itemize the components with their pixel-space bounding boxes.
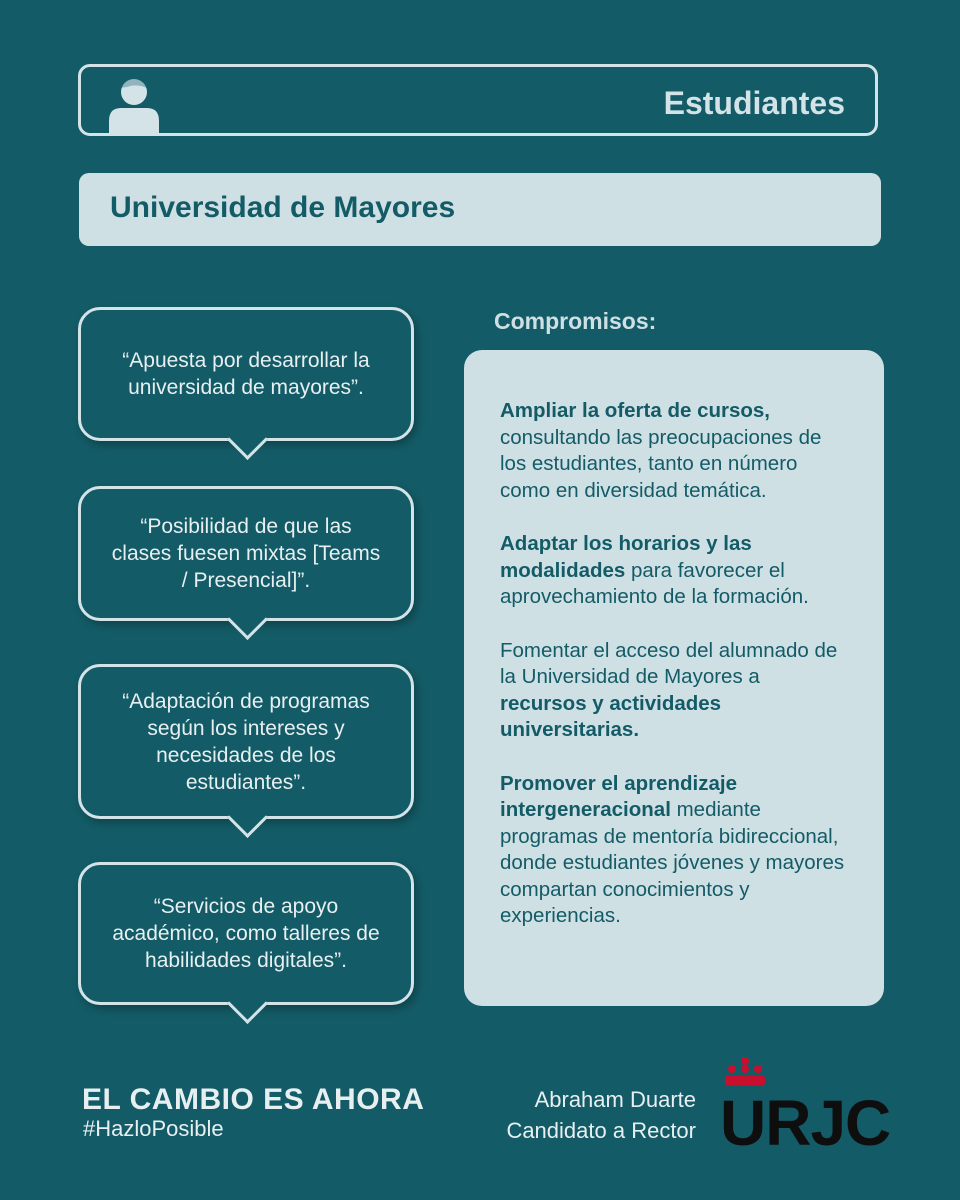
commitments-heading: Compromisos: (494, 308, 657, 334)
commitment-bold: recursos y actividades universitarias. (500, 691, 722, 741)
commitments-panel (464, 350, 884, 1006)
candidate-role: Candidato a Rector (506, 1118, 696, 1143)
subtitle-banner (79, 173, 881, 246)
quote-text: “Servicios de apoyo académico, como talleres de habilidades digitales”. (112, 895, 380, 972)
section-header (78, 64, 878, 136)
commitment-text: mediante programas de mentoría bidireccional, donde estudiantes jóvenes y mayores compartan conocimientos y experiencias. (500, 798, 845, 927)
commitment-bold: Promover el aprendizaje intergeneracional (500, 771, 737, 821)
logo-text: URJC (720, 1087, 891, 1159)
user-icon (107, 75, 161, 133)
bubble-tail (227, 983, 268, 1024)
commitment-item (500, 638, 848, 744)
quote-text: “Adaptación de programas según los intereses y necesidades de los estudiantes”. (122, 689, 370, 794)
bubble-tail (227, 797, 268, 838)
crown-icon (722, 1056, 768, 1088)
bubble-tail (227, 419, 268, 460)
commitment-item (500, 771, 848, 930)
quote-bubble (78, 486, 414, 621)
page-title: Estudiantes (663, 85, 845, 121)
commitment-text: Fomentar el acceso del alumnado de la Universidad de Mayores a (500, 638, 838, 688)
campaign-slogan: EL CAMBIO ES AHORA (82, 1083, 425, 1116)
bubble-tail (227, 599, 268, 640)
candidate-name: Abraham Duarte (534, 1087, 696, 1112)
commitment-item (500, 531, 848, 611)
quote-text: “Posibilidad de que las clases fuesen mixtas [Teams / Presencial]”. (111, 515, 381, 592)
commitment-bold: Adaptar los horarios y las modalidades (500, 532, 752, 582)
quote-bubble (78, 664, 414, 819)
commitment-item (500, 398, 848, 504)
commitment-text: para favorecer el aprovechamiento de la formación. (500, 558, 809, 608)
commitment-text: consultando las preocupaciones de los estudiantes, tanto en número como en diversidad temática. (500, 425, 822, 502)
quote-bubble (78, 307, 414, 441)
quote-bubble (78, 862, 414, 1005)
quote-text: “Apuesta por desarrollar la universidad de mayores”. (122, 349, 370, 399)
subtitle-text: Universidad de Mayores (110, 191, 456, 224)
campaign-hashtag: #HazloPosible (83, 1116, 224, 1141)
commitment-bold: Ampliar la oferta de cursos, (500, 399, 771, 422)
urjc-logo (720, 1056, 891, 1159)
